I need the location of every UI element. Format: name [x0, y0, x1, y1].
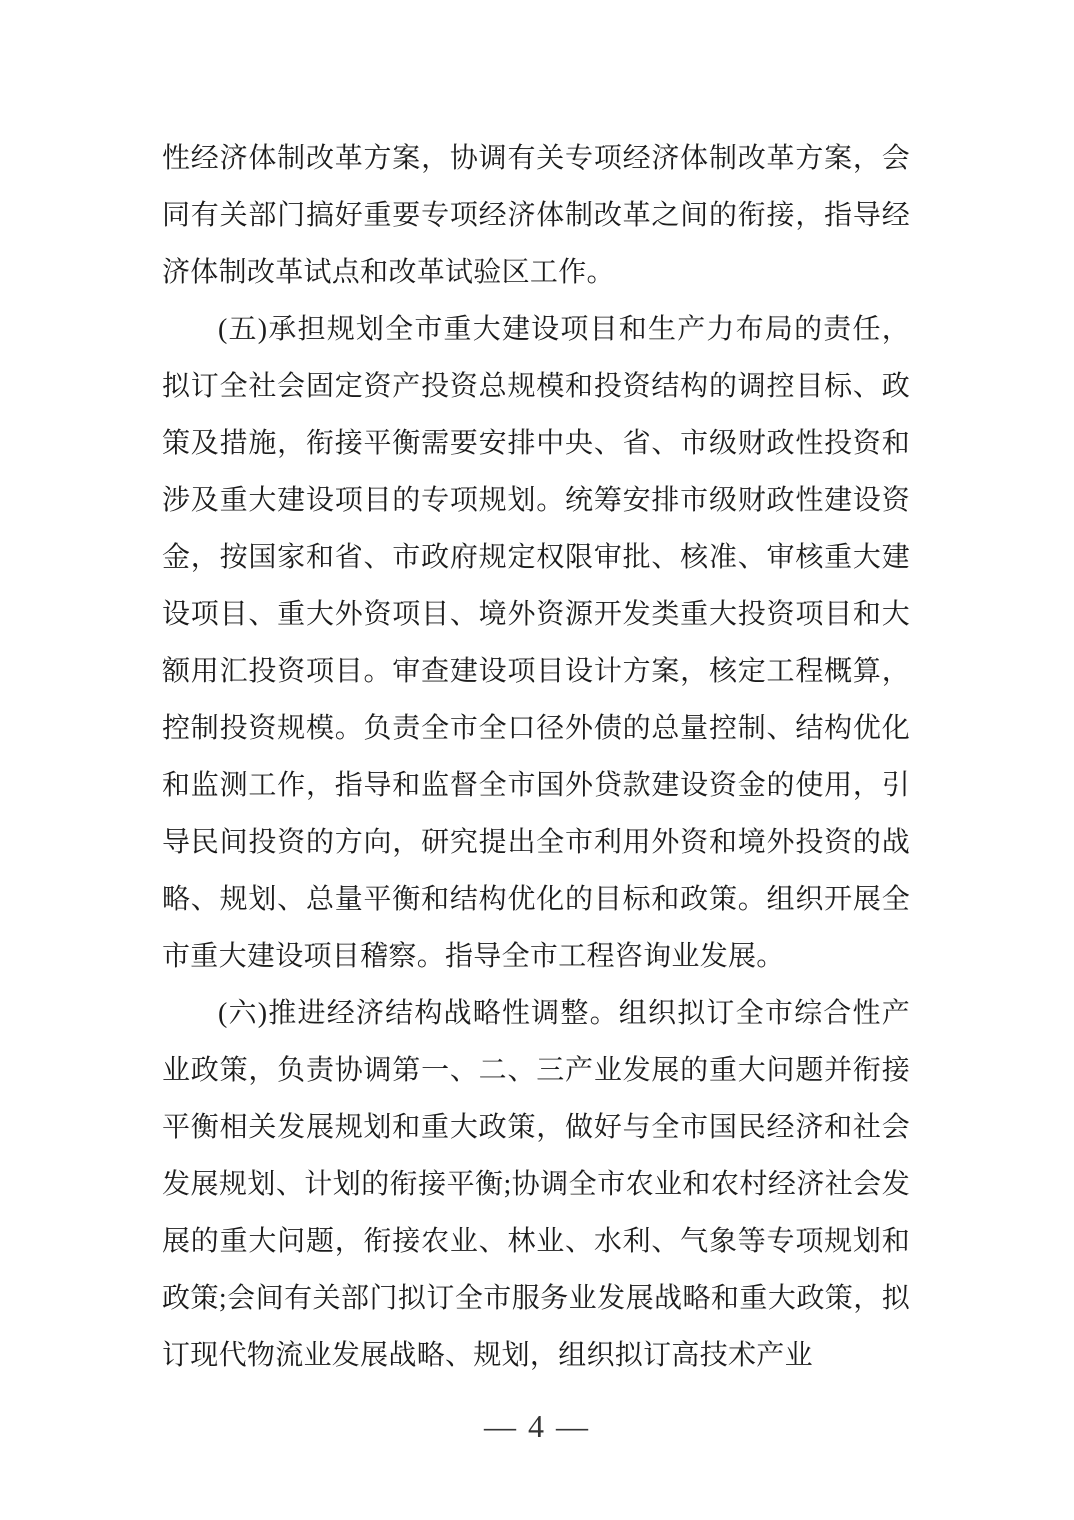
paragraph-item-6: (六)推进经济结构战略性调整。组织拟订全市综合性产业政策，负责协调第一、二、三产业发展的重大问题并衔接平衡相关发展规划和重大政策，做好与全市国民经济和社会发展规划、计划的衔接平衡;协调全市农业和农村经济社会发展的重大问题，衔接农业、林业、水利、气象等专项规划和政策;会间有关部门拟订全市服务业发展战略和重大政策，拟订现代物流业发展战略、规划，组织拟订高技术产业 — [162, 998, 910, 1371]
paragraph-item-5: (五)承担规划全市重大建设项目和生产力布局的责任，拟订全社会固定资产投资总规模和投资结构的调控目标、政策及措施，衔接平衡需要安排中央、省、市级财政性投资和涉及重大建设项目的专项规划。统筹安排市级财政性建设资金，按国家和省、市政府规定权限审批、核准、审核重大建设项目、重大外资项目、境外资源开发类重大投资项目和大额用汇投资项目。审查建设项目设计方案，核定工程概算，控制投资规模。负责全市全口径外债的总量控制、结构优化和监测工作，指导和监督全市国外贷款建设资金的使用，引导民间投资的方向，研究提出全市利用外资和境外投资的战略、规划、总量平衡和结构优化的目标和政策。组织开展全市重大建设项目稽察。指导全市工程咨询业发展。 — [162, 314, 910, 972]
document-body — [162, 130, 910, 1384]
page-number: — 4 — — [484, 1408, 590, 1444]
paragraph-continuation: 性经济体制改革方案，协调有关专项经济体制改革方案，会同有关部门搞好重要专项经济体制改革之间的衔接，指导经济体制改革试点和改革试验区工作。 — [162, 143, 910, 288]
page-footer — [0, 1408, 1074, 1444]
